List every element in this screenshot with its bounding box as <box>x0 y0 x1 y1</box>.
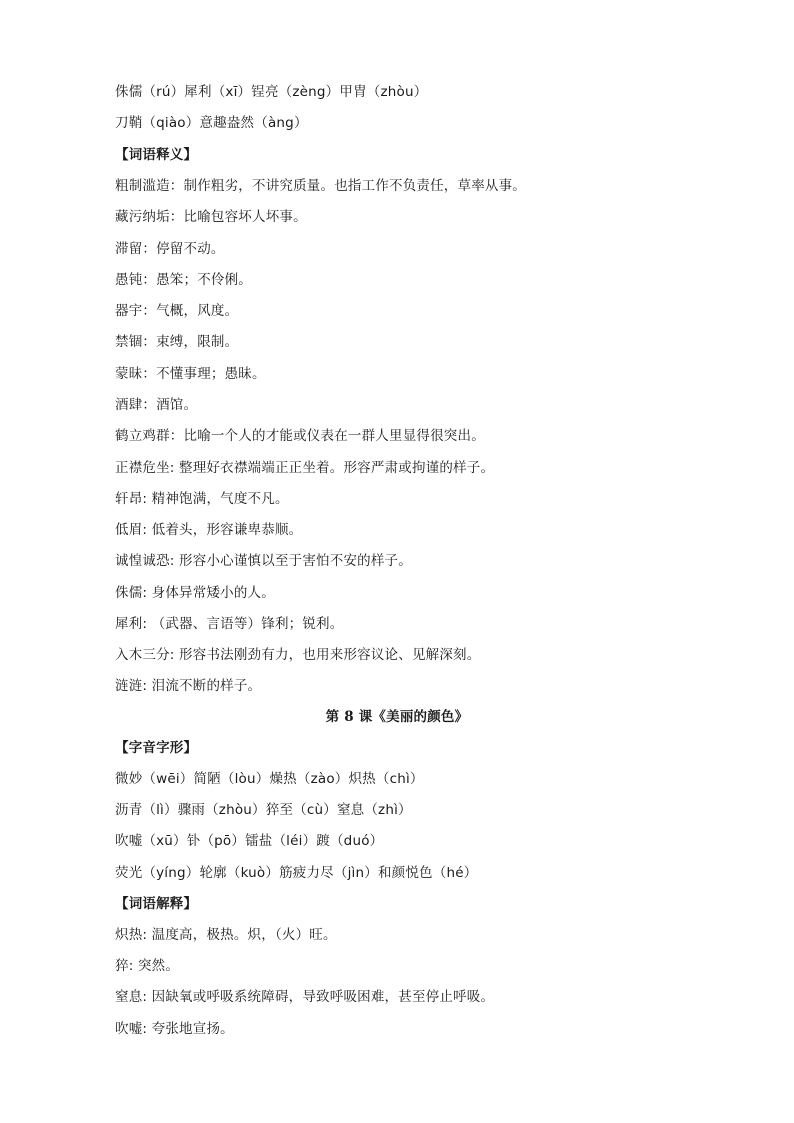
pronunciation-line: 沥青（lì）骤雨（zhòu）猝至（cù）窒息（zhì） <box>115 802 412 818</box>
section-heading-pronunciation: 【字音字形】 <box>115 740 198 756</box>
pronunciation-line: 荧光（yíng）轮廓（kuò）筋疲力尽（jìn）和颜悦色（hé） <box>115 865 478 881</box>
definition-line: 器宇：气概，风度。 <box>115 303 239 319</box>
definition-line: 低眉: 低着头，形容谦卑恭顺。 <box>115 522 303 538</box>
definition-line: 滞留：停留不动。 <box>115 241 225 257</box>
definition-line: 犀利: （武器、言语等）锋利；锐利。 <box>115 616 344 632</box>
definition-line: 酒肆：酒馆。 <box>115 397 198 413</box>
definition-line: 吹嘘: 夸张地宣扬。 <box>115 1021 234 1037</box>
definition-line: 侏儒: 身体异常矮小的人。 <box>115 585 275 601</box>
definition-line: 入木三分: 形容书法刚劲有力，也用来形容议论、见解深刻。 <box>115 647 481 663</box>
definition-line: 鹤立鸡群：比喻一个人的才能或仪表在一群人里显得很突出。 <box>115 428 485 444</box>
definition-line: 窒息: 因缺氧或呼吸系统障碍，导致呼吸困难，甚至停止呼吸。 <box>115 989 495 1005</box>
definition-line: 蒙昧：不懂事理；愚昧。 <box>115 366 266 382</box>
definition-line: 粗制滥造：制作粗劣，不讲究质量。也指工作不负责任，草率从事。 <box>115 178 526 194</box>
definition-line: 涟涟: 泪流不断的样子。 <box>115 678 262 694</box>
definition-line: 诚惶诚恐: 形容小心谨慎以至于害怕不安的样子。 <box>115 553 412 569</box>
pronunciation-line: 刀鞘（qiào）意趣盎然（àng） <box>115 115 308 131</box>
pronunciation-line: 侏儒（rú）犀利（xī）锃亮（zèng）甲胄（zhòu） <box>115 84 428 100</box>
lesson-title: 第 8 课《美丽的颜色》 <box>325 709 469 725</box>
pronunciation-line: 吹嘘（xū）钋（pō）镭盐（léi）踱（duó） <box>115 833 384 849</box>
definition-line: 正襟危坐: 整理好衣襟端端正正坐着。形容严肃或拘谨的样子。 <box>115 460 495 476</box>
definition-line: 猝: 突然。 <box>115 958 180 974</box>
definition-line: 禁锢：束缚，限制。 <box>115 334 239 350</box>
section-heading-vocabulary: 【词语释义】 <box>115 147 198 163</box>
definition-line: 愚钝：愚笨；不伶俐。 <box>115 272 252 288</box>
section-heading-explanation: 【词语解释】 <box>115 896 198 912</box>
definition-line: 藏污纳垢：比喻包容坏人坏事。 <box>115 209 307 225</box>
definition-line: 轩昂: 精神饱满，气度不凡。 <box>115 491 289 507</box>
pronunciation-line: 微妙（wēi）简陋（lòu）燥热（zào）炽热（chì） <box>115 771 424 787</box>
definition-line: 炽热: 温度高，极热。炽，（火）旺。 <box>115 927 337 943</box>
